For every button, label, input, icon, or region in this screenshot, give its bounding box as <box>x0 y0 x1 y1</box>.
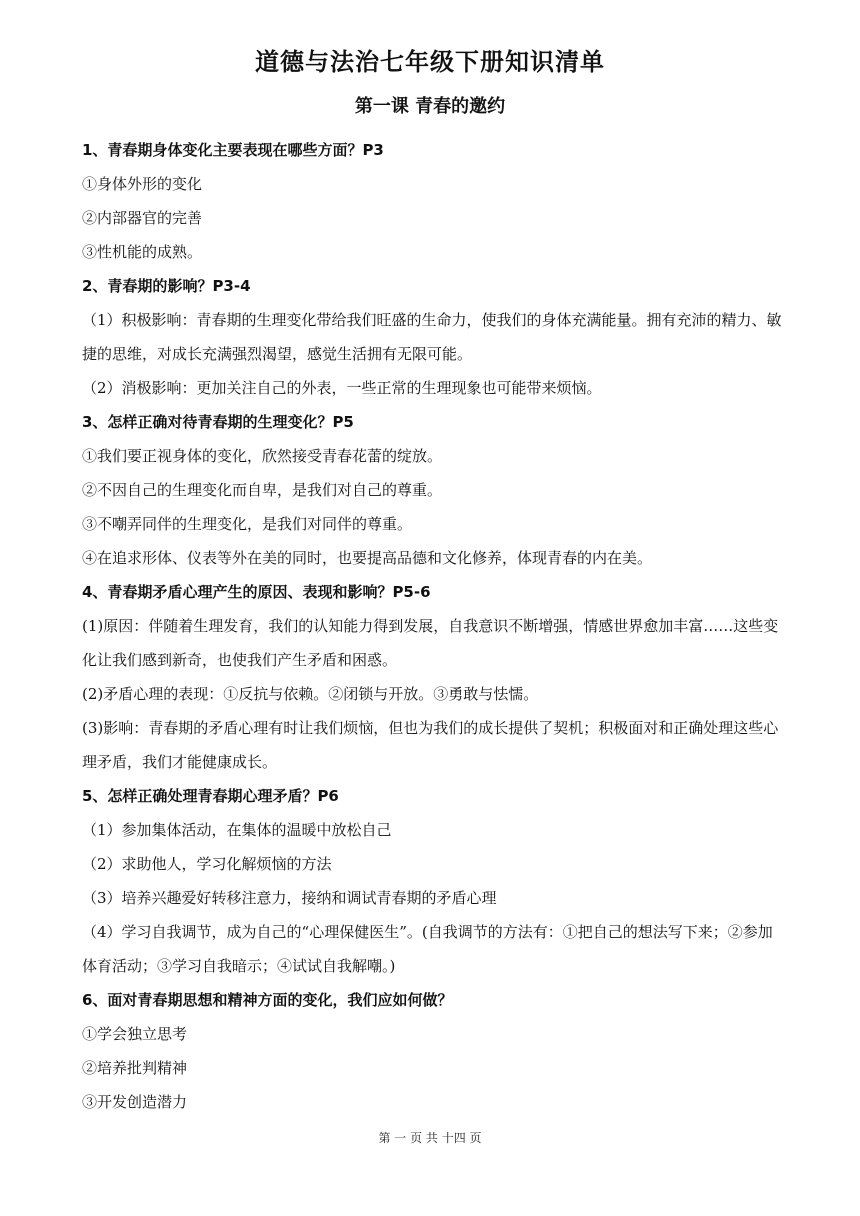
answer-line: ②内部器官的完善 <box>82 209 203 227</box>
answer-line: ②培养批判精神 <box>82 1059 188 1077</box>
answer-line: (1)原因：伴随着生理发育，我们的认知能力得到发展，自我意识不断增强，情感世界愈加丰富……这些变化让我们感到新奇，也使我们产生矛盾和困惑。 <box>82 617 779 669</box>
answer-line: （2）消极影响：更加关注自己的外表，一些正常的生理现象也可能带来烦恼。 <box>82 379 602 397</box>
answer-line: (3)影响：青春期的矛盾心理有时让我们烦恼，但也为我们的成长提供了契机；积极面对和正确处理这些心理矛盾，我们才能健康成长。 <box>82 719 779 771</box>
answer-line: （1）积极影响：青春期的生理变化带给我们旺盛的生命力，使我们的身体充满能量。拥有充沛的精力、敏捷的思维，对成长充满强烈渴望，感觉生活拥有无限可能。 <box>82 311 782 363</box>
question-heading: 2、青春期的影响？P3-4 <box>82 277 251 295</box>
document-body <box>82 133 782 1119</box>
answer-line: ①学会独立思考 <box>82 1025 188 1043</box>
document-title: 道德与法治七年级下册知识清单 <box>255 48 605 76</box>
answer-line: ③开发创造潜力 <box>82 1093 188 1111</box>
answer-line: ①我们要正视身体的变化，欣然接受青春花蕾的绽放。 <box>82 447 443 465</box>
answer-line: ①身体外形的变化 <box>82 175 203 193</box>
answer-line: ③性机能的成熟。 <box>82 243 203 261</box>
answer-line: （4）学习自我调节，成为自己的“心理保健医生”。(自我调节的方法有：①把自己的想法写下来；②参加体育活动；③学习自我暗示；④试试自我解嘲。) <box>82 923 773 975</box>
question-heading: 3、怎样正确对待青春期的生理变化？P5 <box>82 413 354 431</box>
section-3 <box>82 405 782 575</box>
section-2 <box>82 269 782 405</box>
answer-line: ②不因自己的生理变化而自卑，是我们对自己的尊重。 <box>82 481 443 499</box>
section-5 <box>82 779 782 983</box>
question-heading: 1、青春期身体变化主要表现在哪些方面？P3 <box>82 141 384 159</box>
section-4 <box>82 575 782 779</box>
page-footer: 第 一 页 共 十四 页 <box>378 1131 482 1145</box>
answer-line: (2)矛盾心理的表现：①反抗与依赖。②闭锁与开放。③勇敢与怯懦。 <box>82 685 539 703</box>
question-heading: 4、青春期矛盾心理产生的原因、表现和影响？P5-6 <box>82 583 431 601</box>
section-1 <box>82 133 782 269</box>
question-heading: 5、怎样正确处理青春期心理矛盾？P6 <box>82 787 339 805</box>
question-heading: 6、面对青春期思想和精神方面的变化，我们应如何做？ <box>82 991 453 1009</box>
answer-line: （3）培养兴趣爱好转移注意力，接纳和调试青春期的矛盾心理 <box>82 889 497 907</box>
answer-line: （2）求助他人，学习化解烦恼的方法 <box>82 855 332 873</box>
lesson-title: 第一课 青春的邀约 <box>354 96 506 117</box>
answer-line: ④在追求形体、仪表等外在美的同时，也要提高品德和文化修养，体现青春的内在美。 <box>82 549 653 567</box>
answer-line: （1）参加集体活动，在集体的温暖中放松自己 <box>82 821 392 839</box>
answer-line: ③不嘲弄同伴的生理变化，是我们对同伴的尊重。 <box>82 515 413 533</box>
section-6 <box>82 983 782 1119</box>
